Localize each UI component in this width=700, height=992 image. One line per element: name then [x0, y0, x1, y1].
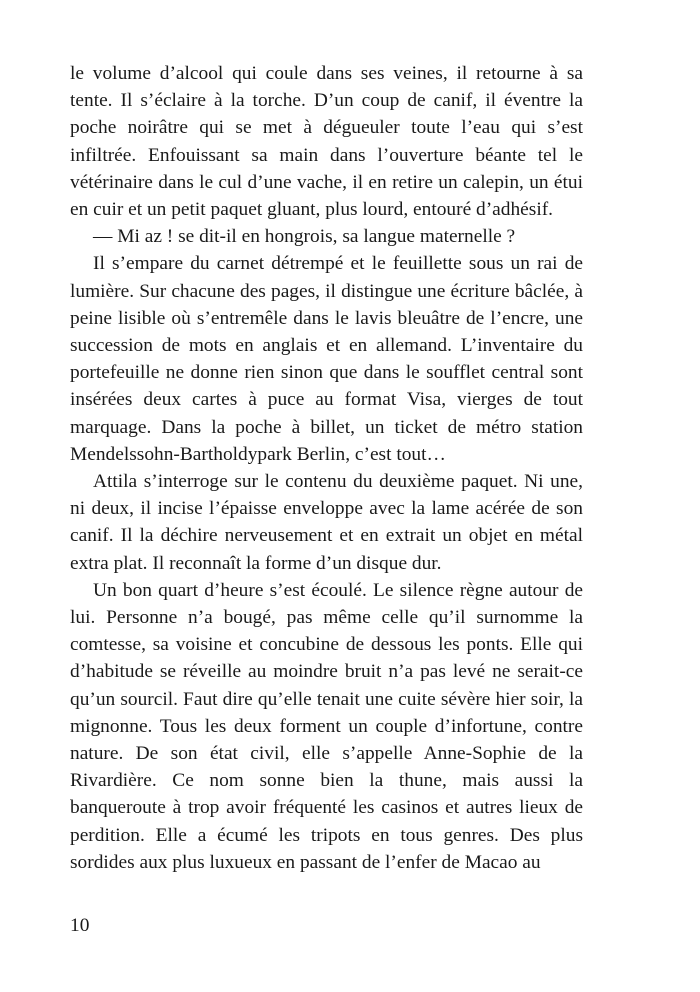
paragraph: — Mi az ! se dit-il en hongrois, sa langue maternelle ?	[93, 226, 516, 248]
page-number: 10	[70, 915, 90, 936]
paragraph: Attila s’interroge sur le contenu du deuxième paquet. Ni une, ni deux, il incise l’épaisse enveloppe avec la lame acérée de son canif. Il la déchire nerveusement et en extrait un objet en métal extra plat. Il reconnaît la forme d’un disque dur.	[70, 471, 583, 574]
paragraph: le volume d’alcool qui coule dans ses veines, il retourne à sa tente. Il s’éclaire à la torche. D’un coup de canif, il éventre la poche noirâtre qui se met à dégueuler toute l’eau qui s’est infiltrée. Enfouissant sa main dans l’ouverture béante tel le vétérinaire dans le cul d’une vache, il en retire un calepin, un étui en cuir et un petit paquet gluant, plus lourd, entouré d’adhésif.	[70, 63, 583, 221]
paragraph: Un bon quart d’heure s’est écoulé. Le silence règne autour de lui. Personne n’a bougé, pas même celle qu’il surnomme la comtesse, sa voisine et concubine de dessous les ponts. Elle qui d’habitude se réveille au moindre bruit n’a pas levé ne serait-ce qu’un sourcil. Faut dire qu’elle tenait une cuite sévère hier soir, la mignonne. Tous les deux forment un couple d’infortune, contre nature. De son état civil, elle s’appelle Anne-Sophie de la Rivardière. Ce nom sonne bien la thune, mais aussi la banqueroute à trop avoir fréquenté les casinos et autres lieux de perdition. Elle a écumé les tripots en tous genres. Des plus sordides aux plus luxueux en passant de l’enfer de Macao au	[70, 579, 583, 873]
paragraph: Il s’empare du carnet détrempé et le feuillette sous un rai de lumière. Sur chacune des pages, il distingue une écriture bâclée, à peine lisible où s’entremêle dans le lavis bleuâtre de l’encre, une succession de mots en anglais et en allemand. L’inventaire du portefeuille ne donne rien sinon que dans le soufflet central sont insérées deux cartes à puce au format Visa, vierges de tout marquage. Dans la poche à billet, un ticket de métro station Mendelssohn-Bartholdypark Berlin, c’est tout…	[70, 253, 583, 465]
body-text	[70, 60, 583, 876]
